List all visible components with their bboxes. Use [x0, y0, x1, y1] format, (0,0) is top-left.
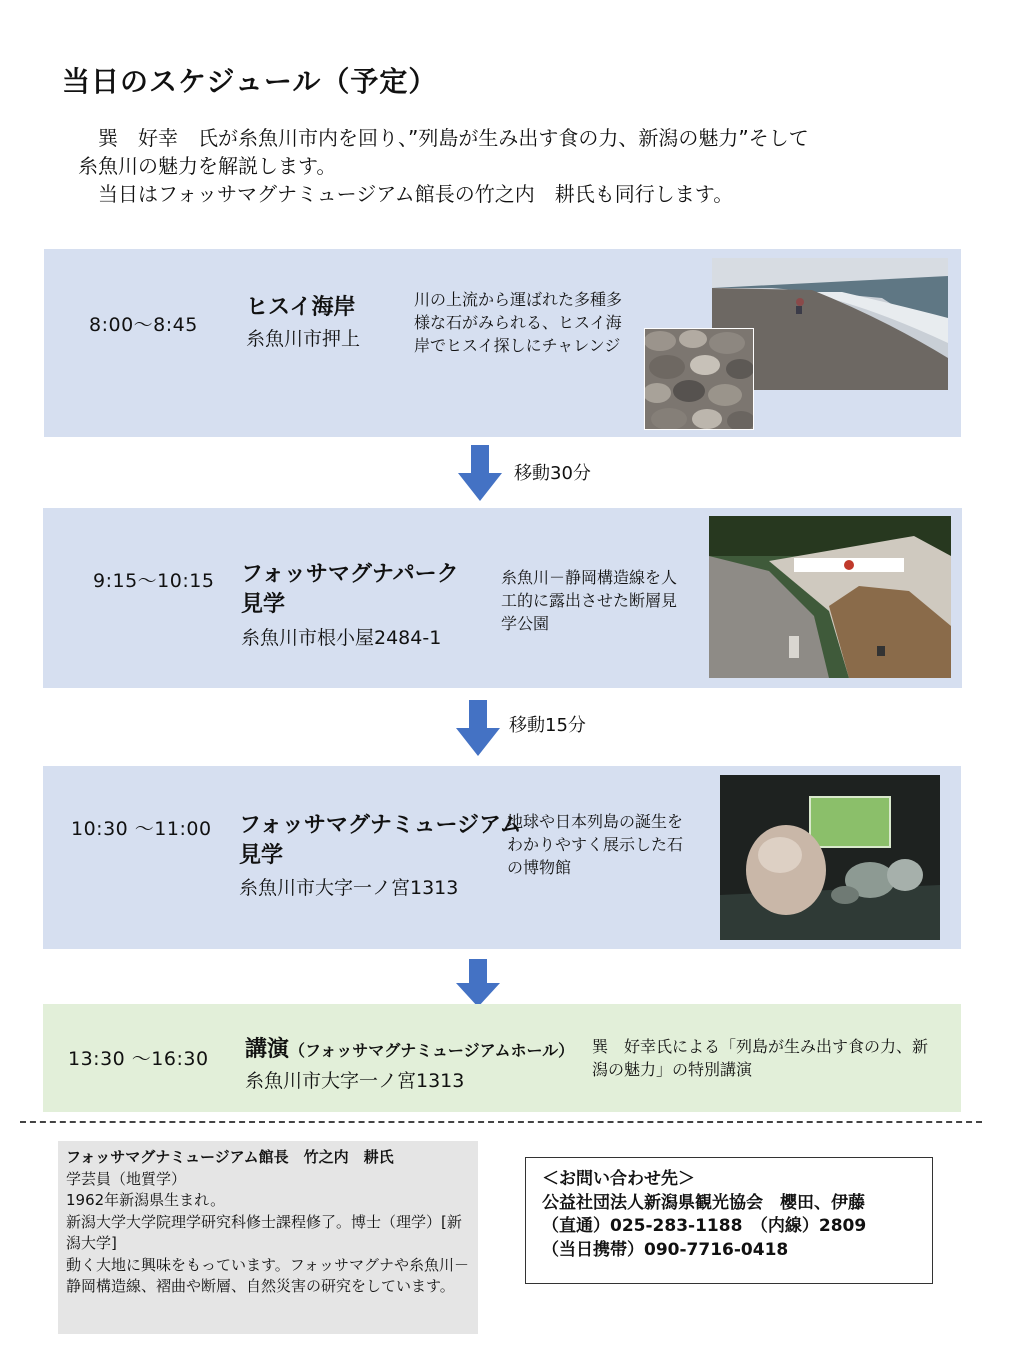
schedule-place: ヒスイ海岸 [246, 295, 356, 320]
schedule-description: 川の上流から運ばれた多種多様な石がみられる、ヒスイ海岸でヒスイ探しにチャレンジ [414, 290, 623, 355]
schedule-time: 8:00～8:45 [89, 314, 198, 336]
intro-line-3: 当日はフォッサマグナミュージアム館長の竹之内 耕氏も同行します。 [78, 182, 734, 206]
contact-org: 公益社団法人新潟県観光協会 櫻田、伊藤 [542, 1192, 865, 1213]
arrow-down-icon [456, 700, 500, 756]
schedule-description: 糸魚川－静岡構造線を人工的に露出させた断層見学公園 [501, 568, 678, 633]
park-photo [709, 516, 951, 678]
schedule-time: 10:30 ～11:00 [71, 818, 212, 840]
guide-profile [58, 1141, 478, 1334]
contact-phone-direct: （直通）025-283-1188 （内線）2809 [542, 1216, 867, 1236]
arrow-down-icon [456, 955, 500, 1011]
stones-photo [644, 328, 754, 430]
schedule-item-fossa-magna-museum [43, 766, 961, 949]
intro-line-2: 糸魚川の魅力を解説します。 [78, 154, 337, 178]
schedule-place-main: 講演 [245, 1037, 290, 1062]
schedule-time: 9:15～10:15 [93, 570, 215, 592]
intro-text [78, 124, 958, 208]
contact-phone-mobile: （当日携帯）090-7716-0418 [542, 1239, 789, 1260]
schedule-address: 糸魚川市押上 [246, 328, 361, 350]
schedule-place-sub: （フォッサマグナミュージアムホール） [289, 1041, 575, 1060]
page-title: 当日のスケジュール（予定） [62, 65, 438, 98]
schedule-item-lecture [43, 1004, 961, 1112]
profile-interest: 動く大地に興味をもっています。フォッサマグナや糸魚川－静岡構造線、褶曲や断層、自然災害の研究をしています。 [66, 1255, 470, 1295]
travel-time-1: 移動30分 [514, 463, 591, 484]
section-divider [20, 1121, 982, 1123]
schedule-address: 糸魚川市根小屋2484-1 [241, 627, 442, 649]
profile-name: フォッサマグナミュージアム館長 竹之内 耕氏 [66, 1148, 394, 1166]
schedule-place-line1: フォッサマグナミュージアム [239, 813, 522, 838]
schedule-place-line2: 見学 [239, 843, 284, 868]
profile-role: 学芸員（地質学） [66, 1169, 187, 1188]
schedule-address: 糸魚川市大字一ノ宮1313 [239, 877, 459, 899]
schedule-description: 巽 好幸氏による「列島が生み出す食の力、新潟の魅力」の特別講演 [592, 1037, 929, 1079]
museum-photo [720, 775, 940, 940]
schedule-description: 地球や日本列島の誕生をわかりやすく展示した石の博物館 [507, 812, 684, 877]
schedule-time: 13:30 ～16:30 [68, 1048, 209, 1070]
intro-line-1: 巽 好幸 氏が糸魚川市内を回り、”列島が生み出す食の力、新潟の魅力”そして [78, 126, 809, 150]
contact-heading: ＜お問い合わせ先＞ [542, 1169, 695, 1189]
schedule-item-hisui [44, 249, 961, 437]
schedule-item-fossa-magna-park [43, 508, 962, 688]
schedule-address: 糸魚川市大字一ノ宮1313 [245, 1070, 465, 1092]
schedule-place-line1: フォッサマグナパーク [241, 562, 459, 587]
contact-box [525, 1157, 933, 1284]
profile-birth: 1962年新潟県生まれ。 [66, 1191, 226, 1209]
schedule-place-line2: 見学 [241, 592, 286, 617]
schedule-place [245, 1035, 574, 1066]
profile-education: 新潟大学大学院理学研究科修士課程修了。博士（理学）[新潟大学] [66, 1212, 462, 1252]
travel-time-2: 移動15分 [509, 715, 586, 736]
arrow-down-icon [458, 445, 502, 501]
